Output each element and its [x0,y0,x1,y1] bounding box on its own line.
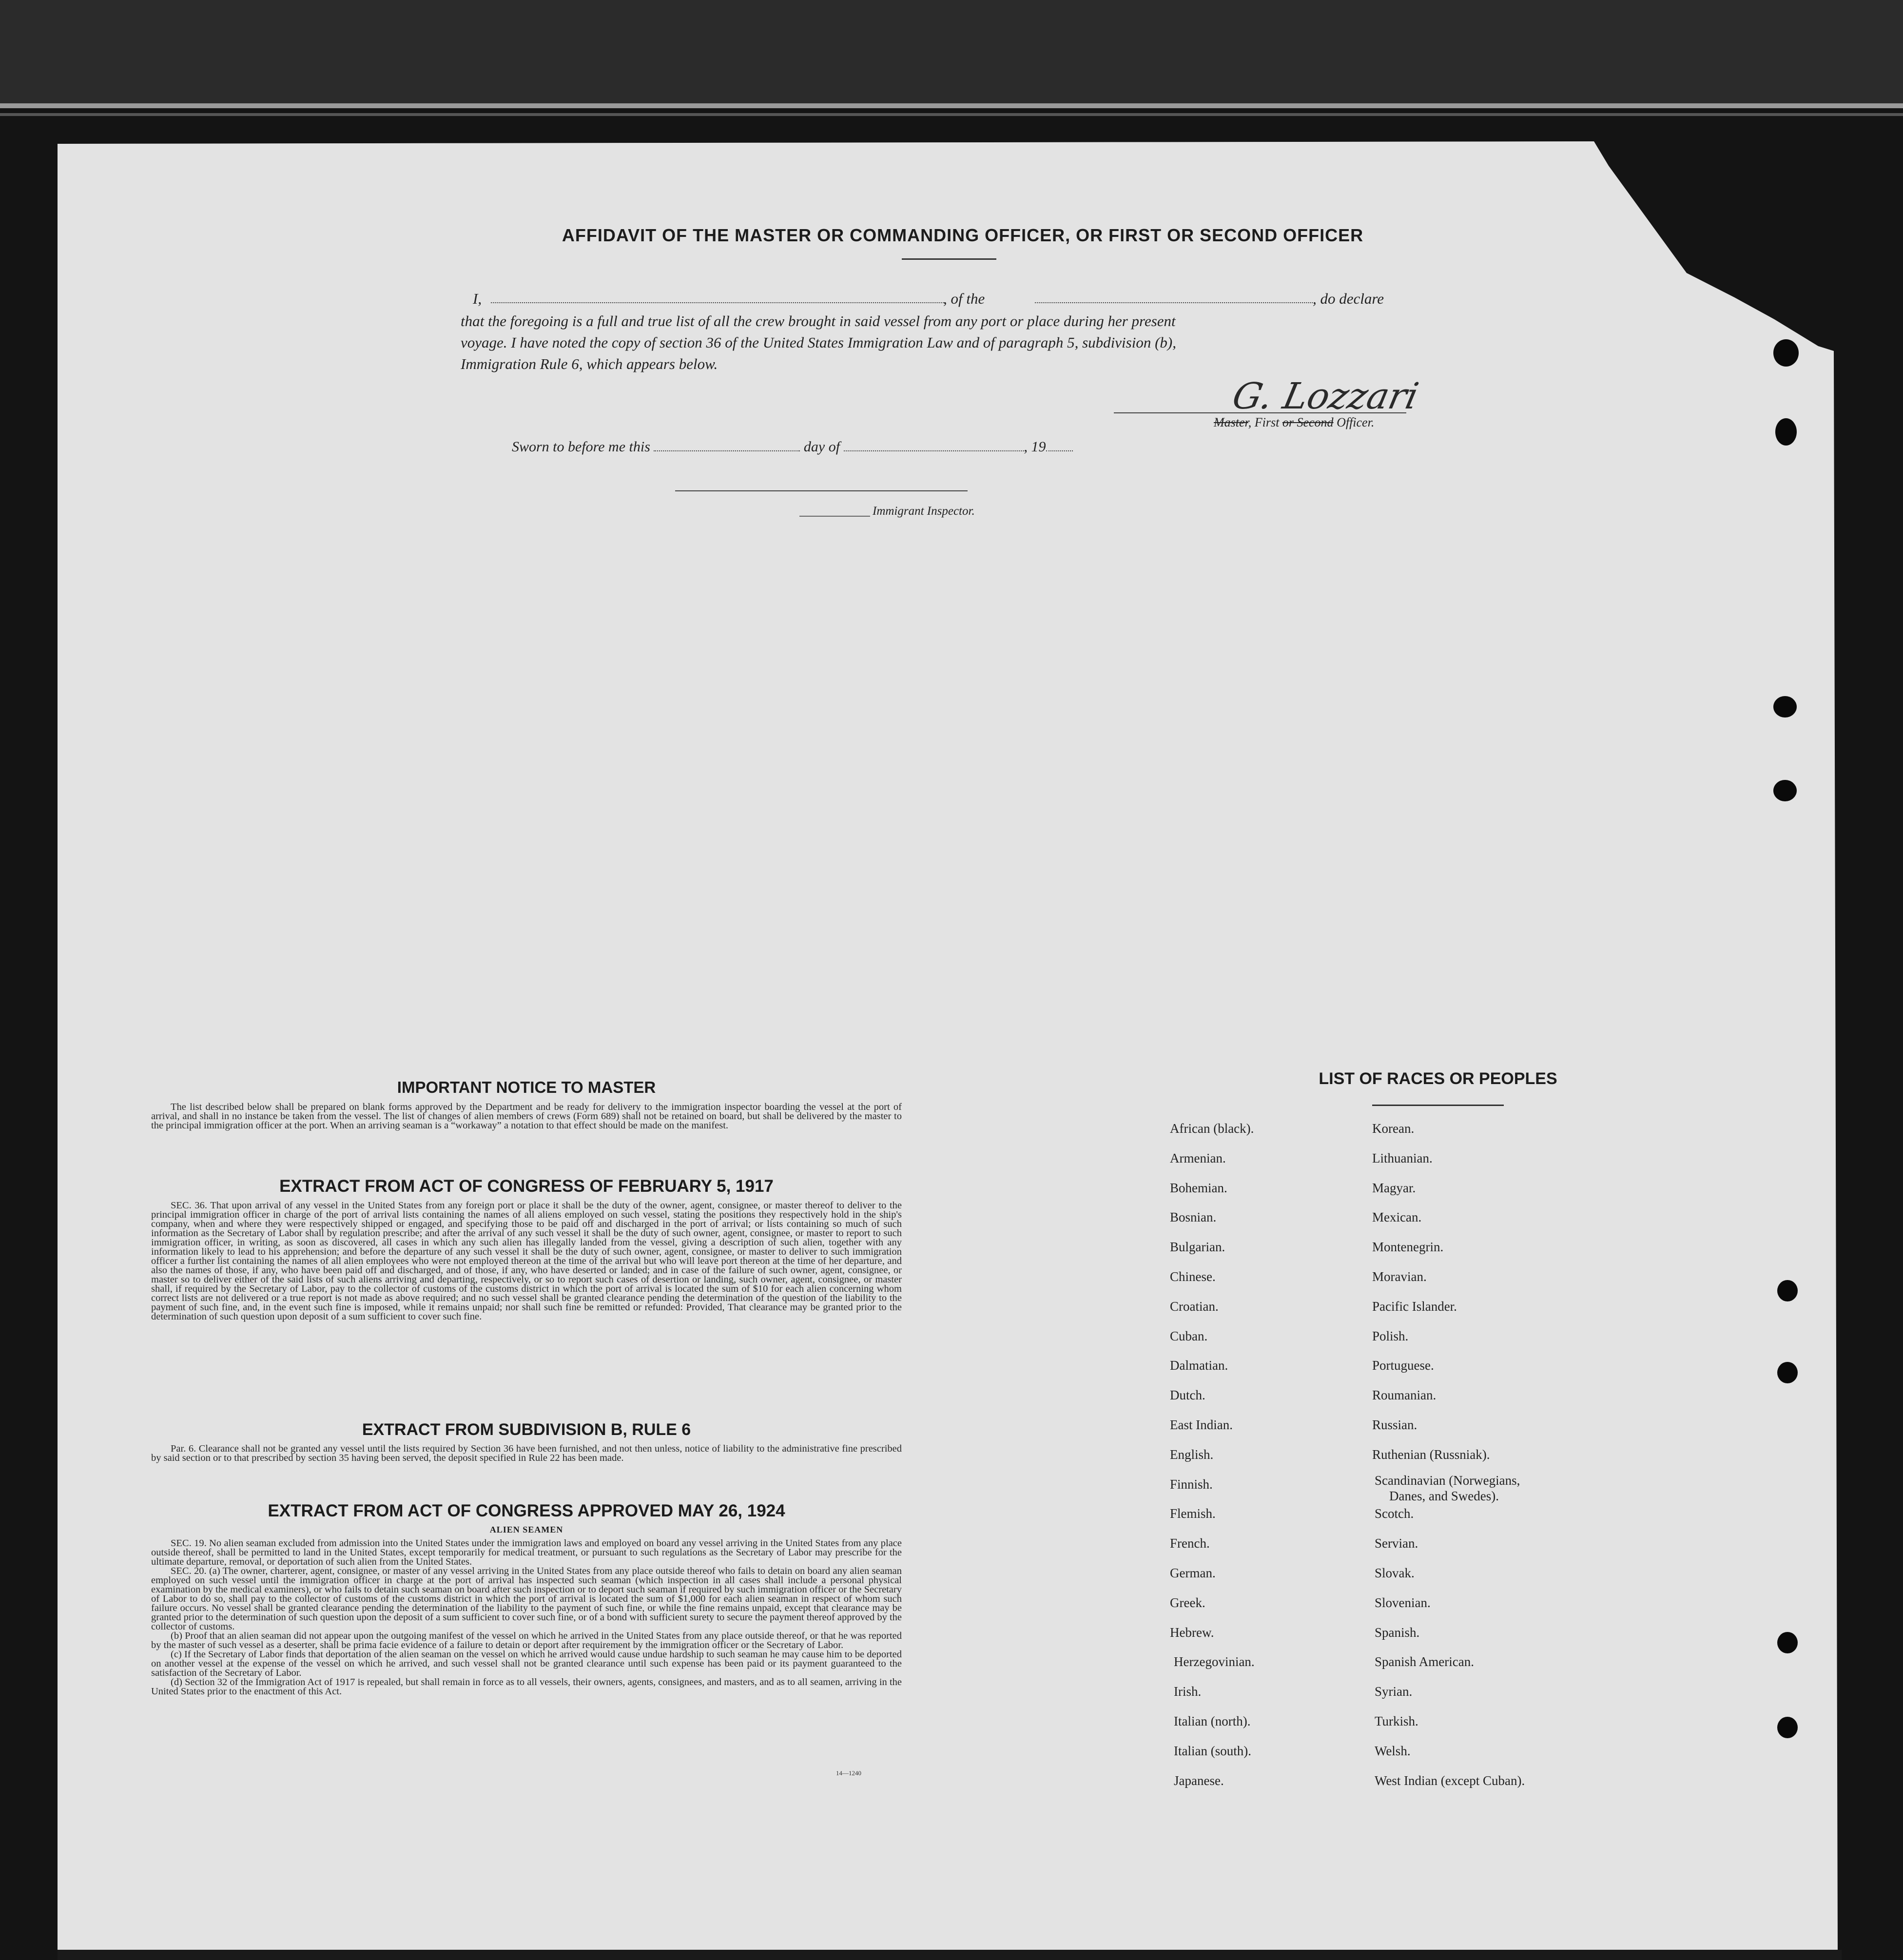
sec-20c-text: (c) If the Secretary of Labor finds that deportation of the alien seaman on the vessel on which he arrived would cause undue hardship to such seaman he may cause him to be deported on another vessel at the expense of the vessel on which he arrived, and such vessel shall not be granted clearance until such expense has been paid or its payment guaranteed to the satisfaction of the Secretary of Labor. [151,1649,902,1678]
race-item: West Indian (except Cuban). [1375,1773,1525,1788]
sec-20a-text: SEC. 20. (a) The owner, charterer, agent, consignee, or master of any vessel arriving in the United States from any place outside thereof who fails to detain on board any alien seaman employed on such vessel until the immigration officer in charge at the port of arrival has inspected such seaman (which inspection in all cases shall include a personal physical examination by the medical examiners), or who fails to detain such seaman on board after such inspection or to deport such seaman if required by such immigration officer or the Secretary of Labor to do so, shall pay to the collector of customs of the customs district in which the port of arrival is located the sum of $1,000 for each alien seaman in respect of whom such failure occurs. No vessel shall be granted clearance pending the determination of the liability to the payment of such fine, or while the fine remains unpaid, except that clearance may be granted prior to the determination of such question upon the deposit of a sum sufficient to cover such fine, or of a bond with sufficient surety to secure the payment thereof approved by the collector of customs. [151,1566,902,1632]
race-item: Slovenian. [1375,1595,1431,1610]
race-item-continuation: Danes, and Swedes). [1389,1488,1499,1503]
races-title: LIST OF RACES OR PEOPLES [1319,1069,1557,1088]
race-item: Roumanian. [1372,1388,1437,1403]
vessel-name-field[interactable] [1035,302,1313,303]
title-underline [902,258,996,260]
race-item: Lithuanian. [1372,1150,1433,1165]
race-item: Herzegovinian. [1174,1654,1255,1669]
race-item: Dutch. [1170,1388,1205,1403]
affidavit-title: AFFIDAVIT OF THE MASTER OR COMMANDING OFFICER, OR FIRST OR SECOND OFFICER [562,225,1364,245]
race-item: Greek. [1170,1595,1205,1610]
race-item: Hebrew. [1170,1625,1214,1640]
punch-hole [1777,1280,1798,1301]
day-of-label: day of [803,439,840,455]
race-item: Japanese. [1174,1773,1224,1788]
race-item: Scotch. [1375,1506,1414,1521]
race-item: Polish. [1372,1328,1409,1343]
punch-hole [1777,1632,1798,1653]
race-item: Spanish American. [1375,1654,1474,1669]
punch-hole [1777,1362,1798,1383]
race-item: Irish. [1174,1684,1202,1699]
important-notice [151,1078,902,1130]
race-item: Pacific Islander. [1372,1299,1457,1314]
race-item: Finnish. [1170,1476,1213,1492]
race-item: Italian (north). [1174,1714,1251,1728]
sworn-line [512,439,1073,455]
sec-20b-text: (b) Proof that an alien seaman did not appear upon the outgoing manifest of the vessel on which he arrived in the United States from any place outside thereof, or that he was reported by the master of such vessel as a deserter, shall be prima facie evidence of a failure to detain or deport after requirement by the immigration officer or the Secretary of Labor. [151,1630,902,1650]
act-1924-extract [151,1501,902,1696]
race-item: English. [1170,1447,1214,1462]
punch-hole [1777,1717,1798,1738]
inspector-signature-line [675,490,968,491]
act-1924-title: EXTRACT FROM ACT OF CONGRESS APPROVED MAY 26, 1924 [268,1501,785,1520]
officer-suffix: Officer. [1333,415,1375,429]
race-item: Scandinavian (Norwegians, [1375,1473,1520,1488]
race-item: Moravian. [1372,1269,1427,1284]
race-item: Italian (south). [1174,1743,1251,1758]
sec-20d-text: (d) Section 32 of the Immigration Act of 1917 is repealed, but shall remain in force as to all vessels, their owners, agents, consignees, and masters, and as to all seamen, arriving in the United States prior to the enactment of this Act. [151,1677,902,1697]
race-item: Mexican. [1372,1210,1422,1225]
race-item: Russian. [1372,1417,1418,1432]
act-1917-extract [151,1177,902,1321]
inspector-dots [799,516,870,517]
race-item: Portuguese. [1372,1358,1434,1373]
race-item: Magyar. [1372,1180,1416,1195]
race-item: French. [1170,1536,1210,1551]
form-number: 14—1240 [836,1769,861,1777]
race-item: Cuban. [1170,1328,1208,1343]
race-item: Bulgarian. [1170,1240,1225,1255]
race-item: Armenian. [1170,1150,1226,1165]
sworn-month-field[interactable] [844,450,1024,451]
officer-title [1214,415,1374,430]
race-item: Turkish. [1375,1714,1418,1728]
race-item: Chinese. [1170,1269,1216,1284]
rule-6-extract [151,1420,902,1463]
declarant-name-field[interactable] [491,302,944,303]
rule-6-title: EXTRACT FROM SUBDIVISION B, RULE 6 [362,1420,691,1439]
act-1924-subtitle: ALIEN SEAMEN [489,1525,563,1534]
race-item: Korean. [1372,1121,1415,1136]
punch-hole [1775,418,1797,446]
races-title-underline [1372,1105,1504,1106]
race-item: Croatian. [1170,1299,1219,1314]
punch-hole [1773,780,1797,801]
sworn-day-field[interactable] [654,450,800,451]
race-item: Flemish. [1170,1506,1216,1521]
officer-signature: G. Lozzari [1228,375,1422,417]
vessel-label: , of the [943,290,985,307]
notice-title: IMPORTANT NOTICE TO MASTER [397,1078,656,1096]
rule-6-text: Par. 6. Clearance shall not be granted any vessel until the lists required by Section 36 have been furnished, and not then unless, notice of liability to the administrative fine prescribed by said section or to that prescribed by section 35 having been served, the deposit specified in Rule 22 has been made. [151,1443,902,1463]
officer-master-struck: Master [1214,415,1248,429]
sec-19-text: SEC. 19. No alien seaman excluded from admission into the United States under the immigration laws and employed on board any vessel arriving in the United States from any place outside thereof, shall be permitted to land in the United States, except temporarily for medical treatment, or pursuant to such regulations as the Secretary of Labor may prescribe for the ultimate departure, removal, or deportation of such alien from the United States. [151,1538,902,1567]
act-1917-text: SEC. 36. That upon arrival of any vessel in the United States from any foreign port or place it shall be the duty of the owner, agent, consignee, or master thereof to deliver to the principal immigration officer in charge of the port of arrival lists containing the names of all aliens employed on such vessel, stating the positions they respectively hold in the ship's company, when and where they were respectively shipped or engaged, and specifying those to be paid off and discharged in the port of arrival; or lists containing so much of such information as the Secretary of Labor shall by regulation prescribe; and after the arrival of any such vessel it shall be the duty of such owner, agent, consignee, or master to report to such immigration officer, in writing, as soon as discovered, all cases in which any such alien has illegally landed from the vessel, giving a description of such alien, together with any information likely to lead to his apprehension; and before the departure of any such vessel it shall be the duty of such owner, agent, consignee, or master to deliver to such immigration officer a further list containing the names of all alien employees who were not employed thereon at the time of the arrival but who will leave port thereon at the time of her departure, and also the names of those, if any, who have been paid off and discharged, and of those, if any, who have deserted or landed; and in case of the failure of such owner, agent, consignee, or master so to deliver either of the said lists of such aliens arriving and departing, respectively, or so to report such cases of desertion or landing, such owner, agent, consignee, or master shall, if required by the Secretary of Labor, pay to the collector of customs of the customs district in which the port of arrival is located the sum of $10 for each alien concerning whom correct lists are not delivered or a true report is not made as above required; and no such vessel shall be granted clearance pending the determination of the question of the liability to the payment of such fine, and, in the event such fine is imposed, while it remains unpaid; nor shall such fine be remitted or refunded: Provided, That clearance may be granted prior to the determination of such question upon deposit of a sum sufficient to cover such fine. [151,1200,902,1322]
affidavit-line-4: Immigration Rule 6, which appears below. [461,355,718,372]
officer-first: , First [1248,415,1282,429]
punch-hole [1773,696,1797,718]
punch-hole [1773,339,1799,367]
race-item: Montenegrin. [1372,1240,1444,1255]
inspector-label: Immigrant Inspector. [873,505,975,518]
sworn-label: Sworn to before me this [512,439,650,455]
race-item: Spanish. [1375,1625,1420,1640]
sworn-year-field[interactable] [1046,450,1073,451]
race-item: Syrian. [1375,1684,1413,1699]
race-item: Bohemian. [1170,1180,1227,1195]
race-item: African (black). [1170,1121,1254,1136]
race-item: German. [1170,1566,1216,1580]
race-item: Slovak. [1375,1566,1415,1580]
declare-label: , do declare [1313,290,1384,307]
act-1917-title: EXTRACT FROM ACT OF CONGRESS OF FEBRUARY 5, 1917 [279,1177,774,1196]
race-item: East Indian. [1170,1417,1233,1432]
race-item: Welsh. [1375,1743,1411,1758]
race-item: Bosnian. [1170,1210,1217,1225]
affidavit-line-2: that the foregoing is a full and true list of all the crew brought in said vessel from any port or place during her present [461,312,1176,330]
affidavit-line-3: voyage. I have noted the copy of section 36 of the United States Immigration Law and of paragraph 5, subdivision (b), [461,334,1176,351]
race-item: Ruthenian (Russniak). [1372,1447,1490,1462]
race-item: Servian. [1375,1536,1418,1551]
officer-second-struck: or Second [1282,415,1334,429]
declarant-label: I, [473,290,482,307]
notice-text: The list described below shall be prepared on blank forms approved by the Department and be ready for delivery to the immigration inspector boarding the vessel at the port of arrival, and shall in no instance be taken from the vessel. The list of changes of alien members of crews (Form 689) shall not be retained on board, but shall be delivered by the master to the principal immigration officer at the port. When an arriving seaman is a “workaway” a notation to that effect should be made on the manifest. [151,1102,902,1131]
year-label: , 19 [1024,439,1046,455]
race-item: Dalmatian. [1170,1358,1228,1373]
